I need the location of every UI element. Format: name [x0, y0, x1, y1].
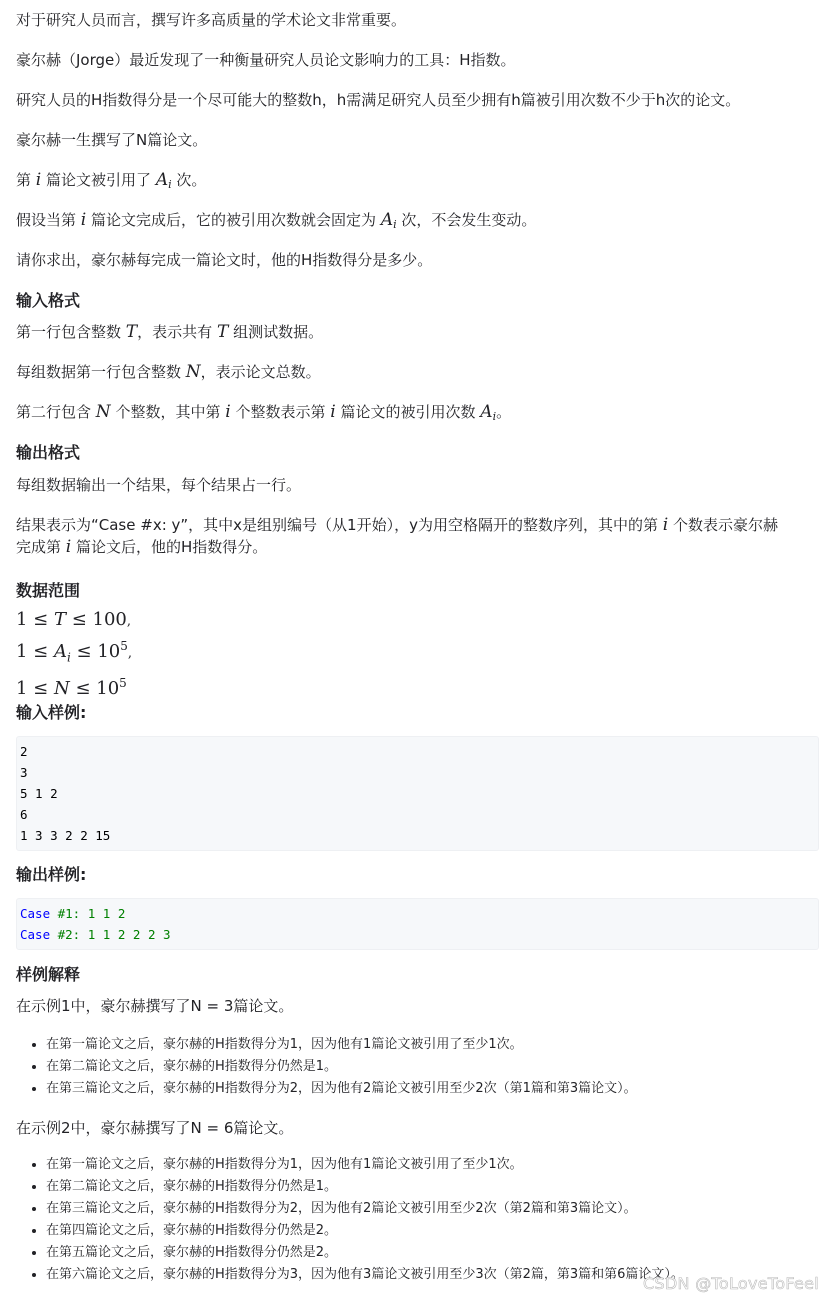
code-line: 3 — [20, 765, 28, 780]
range-formulas — [16, 607, 819, 701]
text-line: 对于研究人员而言，撰写许多高质量的学术论文非常重要。 — [16, 11, 407, 29]
text-fragment: ，表示共有 — [137, 323, 213, 341]
output-line-1 — [16, 474, 819, 496]
text-line — [16, 401, 819, 428]
range-formula-3 — [16, 671, 819, 701]
code-number: 1 1 2 — [80, 906, 126, 921]
text-fragment: 篇论文的被引用次数 — [340, 403, 476, 421]
text-fragment: 篇论文被引用了 — [46, 171, 152, 189]
text-fragment: 完成第 — [16, 538, 62, 556]
code-line — [20, 903, 818, 924]
intro-paragraph-5 — [16, 169, 819, 196]
code-block[interactable] — [16, 898, 819, 950]
list-item: • 在第四篇论文之后，豪尔赫的H指数得分仍然是2。 — [46, 1220, 819, 1242]
text-line — [16, 361, 819, 383]
section-title: 输入格式 — [16, 291, 81, 310]
list-item: • 在第三篇论文之后，豪尔赫的H指数得分为2，因为他有2篇论文被引用至少2次（第1篇和第3篇论文）。 — [46, 1078, 819, 1100]
section-title: 输入样例: — [16, 703, 87, 722]
sample-output-heading — [16, 864, 819, 886]
text-fragment: 组测试数据。 — [233, 323, 324, 341]
section-title: 样例解释 — [16, 965, 81, 984]
input-line-2 — [16, 361, 819, 383]
math-subscript: i — [66, 650, 71, 665]
list-item: • 在第二篇论文之后，豪尔赫的H指数得分仍然是1。 — [46, 1176, 819, 1198]
example-1-list — [16, 1034, 819, 1100]
example-2-list — [16, 1154, 819, 1286]
math-text: , — [126, 614, 132, 629]
text-fragment: 次。 — [176, 171, 207, 189]
math-var: i — [225, 402, 231, 422]
math-var: N — [95, 402, 111, 422]
math-var: A — [53, 641, 67, 662]
math-var: i — [80, 210, 87, 230]
section-title: 输出样例: — [16, 865, 87, 884]
intro-paragraph-7 — [16, 249, 819, 271]
code-number: 1 1 2 2 2 3 — [80, 927, 171, 942]
bullet-list — [16, 1154, 819, 1286]
intro-paragraph-2 — [16, 49, 819, 71]
math-superscript: 5 — [119, 675, 127, 690]
math-var — [156, 170, 172, 190]
list-item: • 在第一篇论文之后，豪尔赫的H指数得分为1，因为他有1篇论文被引用了至少1次。 — [46, 1034, 819, 1056]
csdn-watermark: CSDN @ToLoveToFeel — [643, 1274, 819, 1293]
math-superscript: 5 — [120, 639, 128, 653]
input-format-heading — [16, 290, 819, 312]
output-format-heading — [16, 442, 819, 464]
text-line: 研究人员的H指数得分是一个尽可能大的整数h，h需满足研究人员至少拥有h篇被引用次数不少于h次的论文。 — [16, 91, 741, 109]
output-line-2 — [16, 514, 819, 558]
list-item: • 在第三篇论文之后，豪尔赫的H指数得分为2，因为他有2篇论文被引用至少2次（第2篇和第3篇论文）。 — [46, 1198, 819, 1220]
text-fragment: 个数表示豪尔赫 — [672, 516, 778, 534]
input-line-3 — [16, 401, 819, 428]
range-heading — [16, 580, 819, 602]
text-fragment: 个整数，其中第 — [115, 403, 221, 421]
intro-paragraph-3 — [16, 89, 819, 111]
math-var: i — [330, 402, 336, 422]
math-var: i — [35, 170, 42, 190]
math-text: ≤ 10 — [70, 641, 121, 662]
math-text: ≤ 100 — [66, 609, 127, 630]
sample-input-heading — [16, 702, 819, 724]
text-line — [16, 321, 819, 343]
math-subscript: i — [168, 178, 172, 191]
intro-paragraph-4 — [16, 129, 819, 151]
text-fragment: ，表示论文总数。 — [200, 363, 321, 381]
math-symbol: A — [480, 402, 493, 422]
text-fragment: 次，不会发生变动。 — [401, 211, 537, 229]
list-item: • 在第六篇论文之后，豪尔赫的H指数得分为3，因为他有3篇论文被引用至少3次（第2篇，第3篇和第6篇论文）。 — [46, 1264, 819, 1286]
list-item: • 在第二篇论文之后，豪尔赫的H指数得分仍然是1。 — [46, 1056, 819, 1078]
range-formula-2 — [16, 634, 819, 671]
section-title: 数据范围 — [16, 581, 81, 600]
math-text: 1 ≤ — [16, 609, 54, 630]
text-fragment: 每组数据第一行包含整数 — [16, 363, 182, 381]
text-fragment: 个整数表示第 — [235, 403, 326, 421]
sample-output-code[interactable] — [16, 898, 819, 950]
code-keyword: Case — [20, 906, 51, 921]
math-text: ≤ 10 — [69, 677, 120, 699]
text-fragment: 第 — [16, 171, 32, 189]
text-fragment: 。 — [496, 403, 512, 421]
math-var: i — [662, 515, 669, 535]
code-line — [20, 924, 818, 945]
code-line: 6 — [20, 807, 28, 822]
code-block[interactable] — [16, 736, 819, 851]
text-line — [16, 169, 819, 196]
text-line: 豪尔赫一生撰写了N篇论文。 — [16, 131, 208, 149]
intro-paragraph-6 — [16, 209, 819, 236]
math-subscript: i — [393, 218, 397, 231]
range-formula-1 — [16, 607, 819, 634]
list-item: • 在第一篇论文之后，豪尔赫的H指数得分为1，因为他有1篇论文被引用了至少1次。 — [46, 1154, 819, 1176]
math-subscript: i — [492, 410, 497, 423]
text-fragment: 篇论文后，他的H指数得分。 — [76, 538, 268, 556]
bullet-list — [16, 1034, 819, 1100]
text-fragment: 第二行包含 — [16, 403, 92, 421]
example-1-intro — [16, 995, 819, 1017]
math-var: i — [65, 537, 72, 557]
math-text: , — [127, 646, 133, 661]
text-line: 在示例2中，豪尔赫撰写了N = 6篇论文。 — [16, 1119, 294, 1137]
intro-paragraph-1 — [16, 9, 819, 31]
text-fragment: 篇论文完成后，它的被引用次数就会固定为 — [91, 211, 377, 229]
code-line: 5 1 2 — [20, 786, 58, 801]
math-var: N — [53, 677, 70, 699]
math-symbol: A — [155, 170, 169, 190]
math-text: 1 ≤ — [16, 641, 54, 662]
sample-input-code[interactable] — [16, 736, 819, 851]
explanation-heading — [16, 964, 819, 986]
text-line: 每组数据输出一个结果，每个结果占一行。 — [16, 476, 302, 494]
text-fragment: 结果表示为“Case #x: y”，其中x是组别编号（从1开始），y为用空格隔开的整数序列，其中的第 — [16, 516, 658, 534]
math-var: T — [53, 609, 66, 630]
math-var — [381, 210, 397, 230]
code-text: #2: — [50, 927, 81, 942]
input-line-1 — [16, 321, 819, 343]
code-text: #1: — [50, 906, 81, 921]
section-title: 输出格式 — [16, 443, 81, 462]
text-fragment: 第一行包含整数 — [16, 323, 122, 341]
code-line: 1 3 3 2 2 15 — [20, 828, 111, 843]
list-item: • 在第五篇论文之后，豪尔赫的H指数得分仍然是2。 — [46, 1242, 819, 1264]
example-2-intro — [16, 1117, 819, 1139]
text-line: 在示例1中，豪尔赫撰写了N = 3篇论文。 — [16, 997, 294, 1015]
text-line: 豪尔赫（Jorge）最近发现了一种衡量研究人员论文影响力的工具：H指数。 — [16, 51, 516, 69]
text-line: 请你求出，豪尔赫每完成一篇论文时，他的H指数得分是多少。 — [16, 251, 433, 269]
math-text: 1 ≤ — [16, 677, 54, 699]
text-fragment: 假设当第 — [16, 211, 77, 229]
math-var — [480, 402, 496, 422]
math-var: T — [125, 322, 138, 342]
text-line — [16, 514, 819, 558]
math-var: T — [216, 322, 229, 342]
code-keyword: Case — [20, 927, 51, 942]
code-line: 2 — [20, 744, 28, 759]
math-symbol: A — [380, 210, 394, 230]
text-line — [16, 209, 819, 236]
math-var: N — [185, 362, 201, 382]
